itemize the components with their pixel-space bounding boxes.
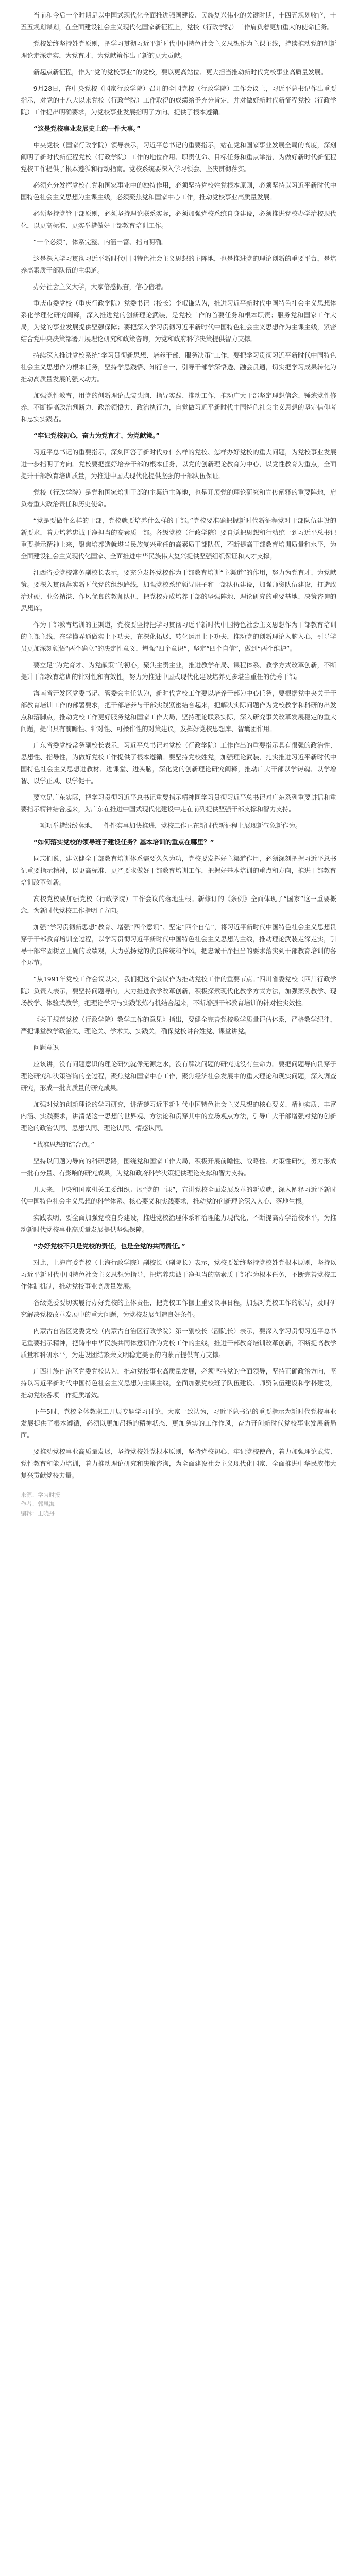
article-paragraph: 江西省委党校常务副校长表示，要充分发挥党校作为干部教育培训“主渠道”的作用，努力为党育才、为党献策。要深入贯彻落实新时代党的组织路线，加强党校系统领导班子和干部队伍建设，加强师资队伍建设，打造政治过硬、业务精湛、作风优良的教师队伍，把党校办成培养干部的坚强阵地、理论研究的重要基地、决策咨询的思想库。	[21, 569, 336, 612]
article-paragraph: 党校（行政学院）是党和国家培训干部的主渠道主阵地，也是开展党的理论研究和宣传阐释的重要阵地，肩负着重大政治责任和历史使命。	[21, 488, 336, 508]
article-paragraph: 必须坚持党管干部原则，必须坚持理论联系实际，必须加强党校系统自身建设，必须推进党校办学治校现代化，以更高标准、更实举措做好干部教育培训工作。	[21, 210, 336, 229]
article-paragraph: “找准思想的结合点。”	[33, 1141, 94, 1148]
article-paragraph: 必须充分发挥党校在党和国家事业中的独特作用，必须坚持党校姓党根本原则，必须坚持以习近平新时代中国特色社会主义思想为主课主线，必须聚焦党和国家中心工作，推动党校事业高质量发展。	[21, 181, 336, 201]
article-paragraph: “党是要做什么样的干部，党校就要培养什么样的干部。”党校要准确把握新时代新征程党对干部队伍建设的新要求，着力培养忠诚干净担当的高素质干部。各级党校（行政学院）要自觉把思想和行动统一到习近平总书记重要指示精神上来，聚焦培养造就堪当民族复兴重任的高素质干部队伍，不断提高干部教育培训质量和水平，为全面建设社会主义现代化国家、全面推进中华民族伟大复兴提供坚强组织保证和人才支撑。	[21, 517, 336, 560]
article-paragraph: 9月28日，在中央党校（国家行政学院）召开的全国党校（行政学院）工作会议上，习近平总书记作出重要指示，对党的十八大以来党校（行政学院）工作取得的成绩给予充分肯定，并对做好新时代新征程党校（行政学院）工作提出明确要求，为党校事业发展指明了方向、提供了根本遵循。	[21, 84, 336, 116]
section-heading: “办好党校不只是党校的责任，也是全党的共同责任。”	[33, 1242, 185, 1250]
article-paragraph: 习近平总书记的重要指示，深刻回答了新时代办什么样的党校、怎样办好党校的重大问题，为党校事业发展进一步指明了方向。党校要把握好培养干部的根本任务，以党的创新理论教育为中心，以党性教育为重点，全面提升干部教育培训质量，为推进中国式现代化提供坚强的干部队伍保证。	[21, 448, 336, 480]
article-author: 作者：郭凤海	[21, 1501, 55, 1507]
article-paragraph: 加强对党的创新理论的学习研究，讲清楚习近平新时代中国特色社会主义思想的核心要义、精神实质、丰富内涵、实践要求，讲清楚这一思想的世界观、方法论和贯穿其中的立场观点方法，引导广大干部增强对党的创新理论的政治认同、思想认同、理论认同、情感认同。	[21, 1100, 336, 1132]
article-paragraph: 作为干部教育培训的主渠道，党校要坚持把学习贯彻习近平新时代中国特色社会主义思想作为干部教育培训的主课主线，在学懂弄通做实上下功夫，在深化拓展、转化运用上下功夫，推动党的创新理论入脑入心，引导学员更加深刻领悟“两个确立”的决定性意义，增强“四个意识”，坚定“四个自信”，做到“两个维护”。	[21, 621, 336, 652]
article-paragraph: 重庆市委党校（重庆行政学院）党委书记（校长）李岷谦认为，推进习近平新时代中国特色社会主义思想体系化学理化研究阐释，深入推进党的创新理论武装，是党校工作的首要任务和根本职责；服务党和国家工作大局，为党的事业发展提供坚强保障；要把深入学习贯彻习近平新时代中国特色社会主义思想作为主课主线，紧密结合党中央决策部署开展理论研究和政策咨询，为党和政府科学决策提供智力支撑。	[21, 299, 336, 343]
article-paragraph: 中央党校（国家行政学院）领导表示，习近平总书记的重要指示，站在党和国家事业发展全局的高度，深刻阐明了新时代新征程党校（行政学院）工作的地位作用、职责使命、目标任务和重点举措，为做好新时代新征程党校工作提供了根本遵循和行动指南。党校系统要深入学习领会、坚决贯彻落实。	[21, 141, 336, 173]
article-paragraph: 党校始终坚持姓党原则，把学习贯彻习近平新时代中国特色社会主义思想作为主课主线，持续推动党的创新理论走深走实，为党育才、为党献策作出了新的更大贡献。	[21, 40, 336, 59]
section-heading: “牢记党校初心，奋力为党育才、为党献策。”	[33, 432, 160, 439]
article-paragraph: 海南省开发区党委书记、管委会主任认为，新时代党校工作要以培养干部为中心任务，要根据党中央关于干部教育培训工作的部署要求，把干部培养与干部实践紧密结合起来，把解决实际问题作为党校教学和科研的出发点和落脚点，推动党校工作更好服务党和国家工作大局，坚持理论联系实际，深入研究事关改革发展稳定的重大问题，提出具有前瞻性、针对性、可操作性的对策建议，发挥好党校思想库、智囊团作用。	[21, 689, 336, 733]
article-paragraph: 要立足“为党育才、为党献策”的初心，聚焦主责主业，推进教学布局、课程体系、教学方式改革创新，不断提升干部教育培训的针对性和有效性，努力为推进中国式现代化建设培养更多堪当重任的优秀干部。	[21, 661, 336, 681]
article-paragraph: “从1991年党校工作会议以来，我们把这个会议作为推动党校工作的重要节点。”四川省委党校（四川行政学院）负责人表示，要坚持问题导向，大力推进教学改革创新，积极探索现代化教学方式方法，加强案例教学、现场教学、体验式教学，把理论学习与实践锻炼有机结合起来，不断增强干部教育培训的针对性实效性。	[21, 975, 336, 1007]
article-paragraph: 应该讲，没有问题意识的理论研究就像无源之水，没有解决问题的研究就没有生命力。要把问题导向贯穿于理论研究和决策咨询的全过程，聚焦党和国家中心工作，聚焦经济社会发展中的重大理论和现实问题，深入调查研究，形成一批高质量的研究成果。	[21, 1060, 336, 1092]
article-paragraph: 广西壮族自治区党委党校认为，推动党校事业高质量发展，必须坚持党的全面领导，坚持正确政治方向，坚持以习近平新时代中国特色社会主义思想为主课主线，全面加强党校班子队伍建设、师资队伍建设和学科建设，推动党校各项工作提质增效。	[21, 1367, 336, 1399]
article-paragraph: 这是深入学习贯彻习近平新时代中国特色社会主义思想的主阵地，也是推进党的理论创新的重要平台，是培养高素质干部队伍的主渠道。	[21, 255, 336, 274]
article-paragraph: 一项项举措纷纷落地，一件件实事加快推进，党校工作正在新时代新征程上展现新气象新作为。	[33, 822, 302, 829]
article-paragraph: 问题意识	[33, 1044, 59, 1052]
article-paragraph: 高校党校要加强党校（行政学院）工作会议的落地生根。新修订的《条例》全面体现了“国家”这一重要概念，为新时代党校工作指明了方向。	[21, 895, 336, 914]
article-source: 来源：学习时报	[21, 1492, 60, 1498]
article-paragraph: 持续深入推进党校系统“学习贯彻新思想、培养干部、服务决策”工作，要把学习贯彻习近平新时代中国特色社会主义思想作为根本任务，坚持学思践悟、知行合一，引导干部学深悟透、融会贯通，切实把学习成果转化为推动高质量发展的强大动力。	[21, 351, 336, 383]
article-body	[21, 9, 336, 1481]
article-paragraph: 加强“学习贯彻新思想”教育、增强“四个意识”、坚定“四个自信”，将习近平新时代中国特色社会主义思想贯穿于干部教育培训全过程，以学习贯彻习近平新时代中国特色社会主义思想为主线，推动理论武装走深走实，引导干部牢固树立正确的政绩观，大力弘扬党的优良传统和作风，把忠诚干净担当的要求落实到干部教育培训的各个环节。	[21, 923, 336, 967]
article-paragraph: 内蒙古自治区党委党校（内蒙古自治区行政学院）第一副校长（副院长）表示，要深入学习贯彻习近平总书记重要指示精神，把铸牢中华民族共同体意识作为党校工作的主线，推进干部教育培训改革创新，不断提高教学质量和科研水平，为建设团结繁荣文明稳定美丽的内蒙古提供有力支撑。	[21, 1327, 336, 1359]
article-paragraph: 各级党委要切实履行办好党校的主体责任，把党校工作摆上重要议事日程，加强对党校工作的领导，及时研究解决党校改革发展中的重大问题，为党校发展创造良好条件。	[21, 1299, 336, 1318]
section-heading: “如何落实党校的领导班子建设任务？基本培训的重点在哪里？”	[33, 838, 214, 846]
article-paragraph: 当前和今后一个时期是以中国式现代化全面推进强国建设、民族复兴伟业的关键时期，十四五规划收官，十五五规划谋划，在全面建设社会主义现代化国家新征程上，党校（行政学院）工作肩负着更加重大的使命任务。	[21, 11, 336, 31]
section-heading: “这是党校事业发展史上的一件大事。”	[33, 125, 141, 132]
article-paragraph: 对此，上海市委党校（上海行政学院）副校长（副院长）表示，党校要始终坚持党校姓党根本原则，坚持以习近平新时代中国特色社会主义思想为指导，把培养忠诚干净担当的高素质干部作为根本任务，不断完善党校工作体制机制，推动党校事业高质量发展。	[21, 1259, 336, 1290]
article-paragraph: 加强党性教育，用党的创新理论武装头脑、指导实践、推动工作，推动广大干部坚定理想信念、锤炼党性修养，不断提高政治判断力、政治领悟力、政治执行力，自觉做习近平新时代中国特色社会主义思想的坚定信仰者和忠实实践者。	[21, 392, 336, 423]
article-paragraph: 要立足广东实际，把学习贯彻习近平总书记重要指示精神同学习贯彻习近平总书记对广东系列重要讲话和重要指示精神结合起来，为广东在推进中国式现代化建设中走在前列提供坚强干部支撑和智力支持。	[21, 793, 336, 813]
article-paragraph: 下午5时，党校全体教职工开展专题学习讨论，大家一致认为，习近平总书记的重要指示为新时代党校事业发展提供了根本遵循，必须以更加昂扬的精神状态、更加务实的工作作风，奋力开创新时代党校事业发展新局面。	[21, 1408, 336, 1439]
article-footer	[21, 1490, 336, 1518]
article-paragraph: 坚持以问题为导向的科研思路，围绕党和国家工作大局，积极开展前瞻性、战略性、对策性研究，努力形成一批有分量、有影响的研究成果，为党和政府科学决策提供理论支撑和智力支持。	[21, 1157, 336, 1177]
article-paragraph: 实践表明，要全面加强党校自身建设，推进党校治理体系和治理能力现代化，不断提高办学治校水平，为推动新时代党校事业高质量发展提供坚强保障。	[21, 1214, 336, 1233]
article-paragraph: 几天来，中央和国家机关工委组织开展“党的一课”，宣讲党校全面发展改革的新成就，深入阐释习近平新时代中国特色社会主义思想的科学体系、核心要义和实践要求，推动党的创新理论深入人心、落地生根。	[21, 1185, 336, 1205]
article-paragraph: 要推动党校事业高质量发展，坚持党校姓党根本原则，坚持党校初心、牢记党校使命，着力加强理论武装、党性教育和能力培训，着力推动理论研究和决策咨询，为全面建设社会主义现代化国家、全面推进中华民族伟大复兴贡献党校力量。	[21, 1448, 336, 1479]
article-paragraph: 办好社会主义大学，大家倍感振奋，信心倍增。	[33, 283, 167, 291]
article-paragraph: 新起点新征程，作为“党的党校事业”的党校，要以更高站位、更大担当推动新时代党校事业高质量发展。	[33, 68, 328, 76]
article-paragraph: 广东省委党校常务副校长表示，习近平总书记对党校（行政学院）工作作出的重要指示具有很强的政治性、思想性、指导性，为做好党校工作提供了根本遵循。要坚持党校姓党，加强理论武装，扎实推进习近平新时代中国特色社会主义思想进教材、进课堂、进头脑，深化党的创新理论研究阐释，推动广大干部以学铸魂、以学增智、以学正风、以学促干。	[21, 741, 336, 785]
article-paragraph: 《关于规范党校（行政学院）教学工作的意见》指出，要健全完善党校教学质量评估体系，严格教学纪律，严把课堂教学政治关、理论关、学术关、实践关，确保党校讲台姓党、课堂讲党。	[21, 1015, 336, 1035]
article-paragraph: “十个必须”，体系完整、内涵丰富、指向明确。	[33, 238, 168, 246]
article-paragraph: 同志们说，建立健全干部教育培训体系需要久久为功，党校要发挥好主渠道作用，必须深刻把握习近平总书记重要指示精神，以更高标准、更严要求做好干部教育培训工作，把握好基本培训的重点和方向，推进干部教育培训改革创新。	[21, 855, 336, 886]
article-editor: 编辑：王晓丹	[21, 1510, 55, 1517]
